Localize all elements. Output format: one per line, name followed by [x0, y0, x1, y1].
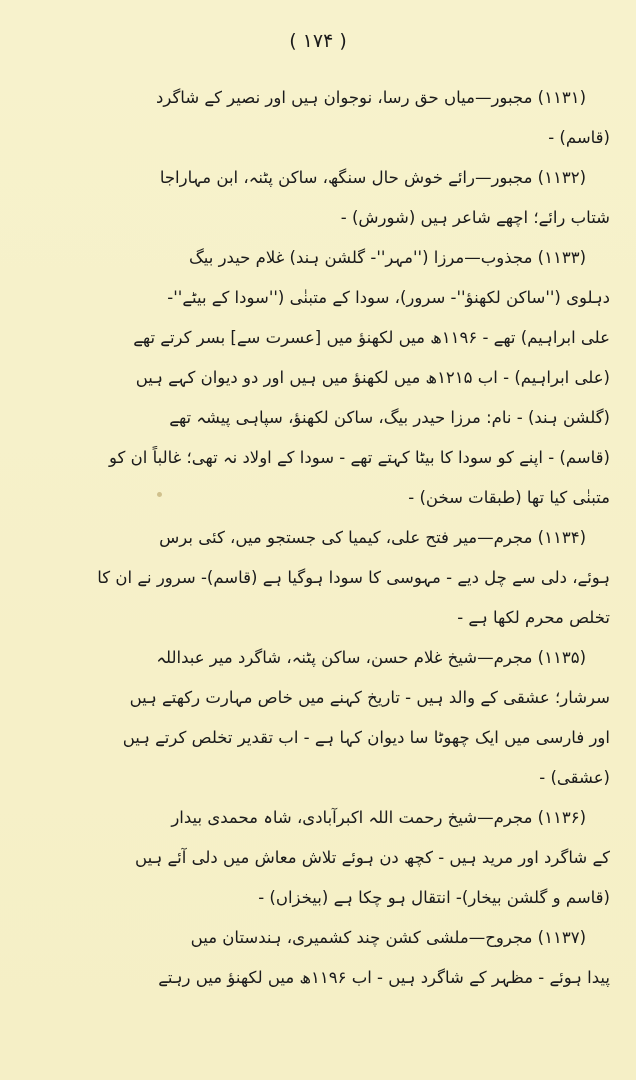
entry-1131 — [26, 78, 610, 158]
text-line: (قاسم) - اپنے کو سودا کا بیٹا کہتے تھے - سودا کے اولاد نہ تھی؛ غالباً ان کو — [109, 448, 610, 467]
text-line: (۱۱۳۳) مجذوب—مرزا (''مہر''- گلشن ہند) غلام حیدر بیگ — [188, 248, 586, 267]
page-number: ( ۱۷۴ ) — [289, 30, 347, 52]
text-line: کے شاگرد اور مرید ہیں - کچھ دن ہوئے تلاش معاش میں دلی آئے ہیں — [135, 848, 610, 867]
page-body — [26, 78, 610, 998]
text-line: پیدا ہوئے - مظہر کے شاگرد ہیں - اب ۱۱۹۶ھ میں لکھنؤ میں رہتے — [158, 968, 610, 987]
text-line: (علی ابراہیم) - اب ۱۲۱۵ھ میں لکھنؤ میں ہیں اور دو دیوان کہے ہیں — [135, 368, 610, 387]
text-line: (۱۱۳۷) مجروح—ملشی کشن چند کشمیری، ہندستان میں — [190, 928, 586, 947]
text-line: علی ابراہیم) تھے - ۱۱۹۶ھ میں لکھنؤ میں [عسرت سے] بسر کرتے تھے — [133, 328, 610, 347]
text-line: (۱۱۳۶) مجرم—شیخ رحمت اللہ اکبرآبادی، شاہ محمدی بیدار — [171, 808, 586, 827]
entry-1137 — [26, 918, 610, 998]
text-line: (۱۱۳۴) مجرم—میر فتح علی، کیمیا کی جستجو میں، کئی برس — [159, 528, 586, 547]
text-line: شتاب رائے؛ اچھے شاعر ہیں (شورش) - — [340, 208, 610, 227]
text-line: اور فارسی میں ایک چھوٹا سا دیوان کہا ہے - اب تقدیر تخلص کرتے ہیں — [122, 728, 610, 747]
text-line: (عشقی) - — [539, 768, 610, 787]
text-line: (گلشن ہند) - نام: مرزا حیدر بیگ، ساکن لکھنؤ، سپاہی پیشہ تھے — [169, 408, 610, 427]
text-line: (۱۱۳۲) مجبور—رائے خوش حال سنگھ، ساکن پٹنہ، ابن مہاراجا — [159, 168, 586, 187]
text-line: متبنٰی کیا تھا (طبقات سخن) - — [408, 488, 610, 507]
text-line: ہوئے، دلی سے چل دیے - مہوسی کا سودا ہوگیا ہے (قاسم)- سرور نے ان کا — [97, 568, 610, 587]
paper-spot — [157, 492, 162, 497]
text-line: تخلص محرم لکھا ہے - — [457, 608, 610, 627]
entry-1136 — [26, 798, 610, 918]
text-line: (۱۱۳۵) مجرم—شیخ غلام حسن، ساکن پٹنہ، شاگرد میر عبداللہ — [156, 648, 586, 667]
text-line: (قاسم) - — [548, 128, 610, 147]
entry-1132 — [26, 158, 610, 238]
entry-1133 — [26, 238, 610, 518]
entry-1134 — [26, 518, 610, 638]
entry-1135 — [26, 638, 610, 798]
text-line: (قاسم و گلشن بیخار)- انتقال ہو چکا ہے (بیخزاں) - — [258, 888, 610, 907]
text-line: دہلوی (''ساکن لکھنؤ''- سرور)، سودا کے متبنٰی (''سودا کے بیٹے''- — [167, 288, 610, 307]
text-line: سرشار؛ عشقی کے والد ہیں - تاریخ کہنے میں خاص مہارت رکھتے ہیں — [129, 688, 610, 707]
text-line: (۱۱۳۱) مجبور—میاں حق رسا، نوجوان ہیں اور نصیر کے شاگرد — [156, 88, 586, 107]
